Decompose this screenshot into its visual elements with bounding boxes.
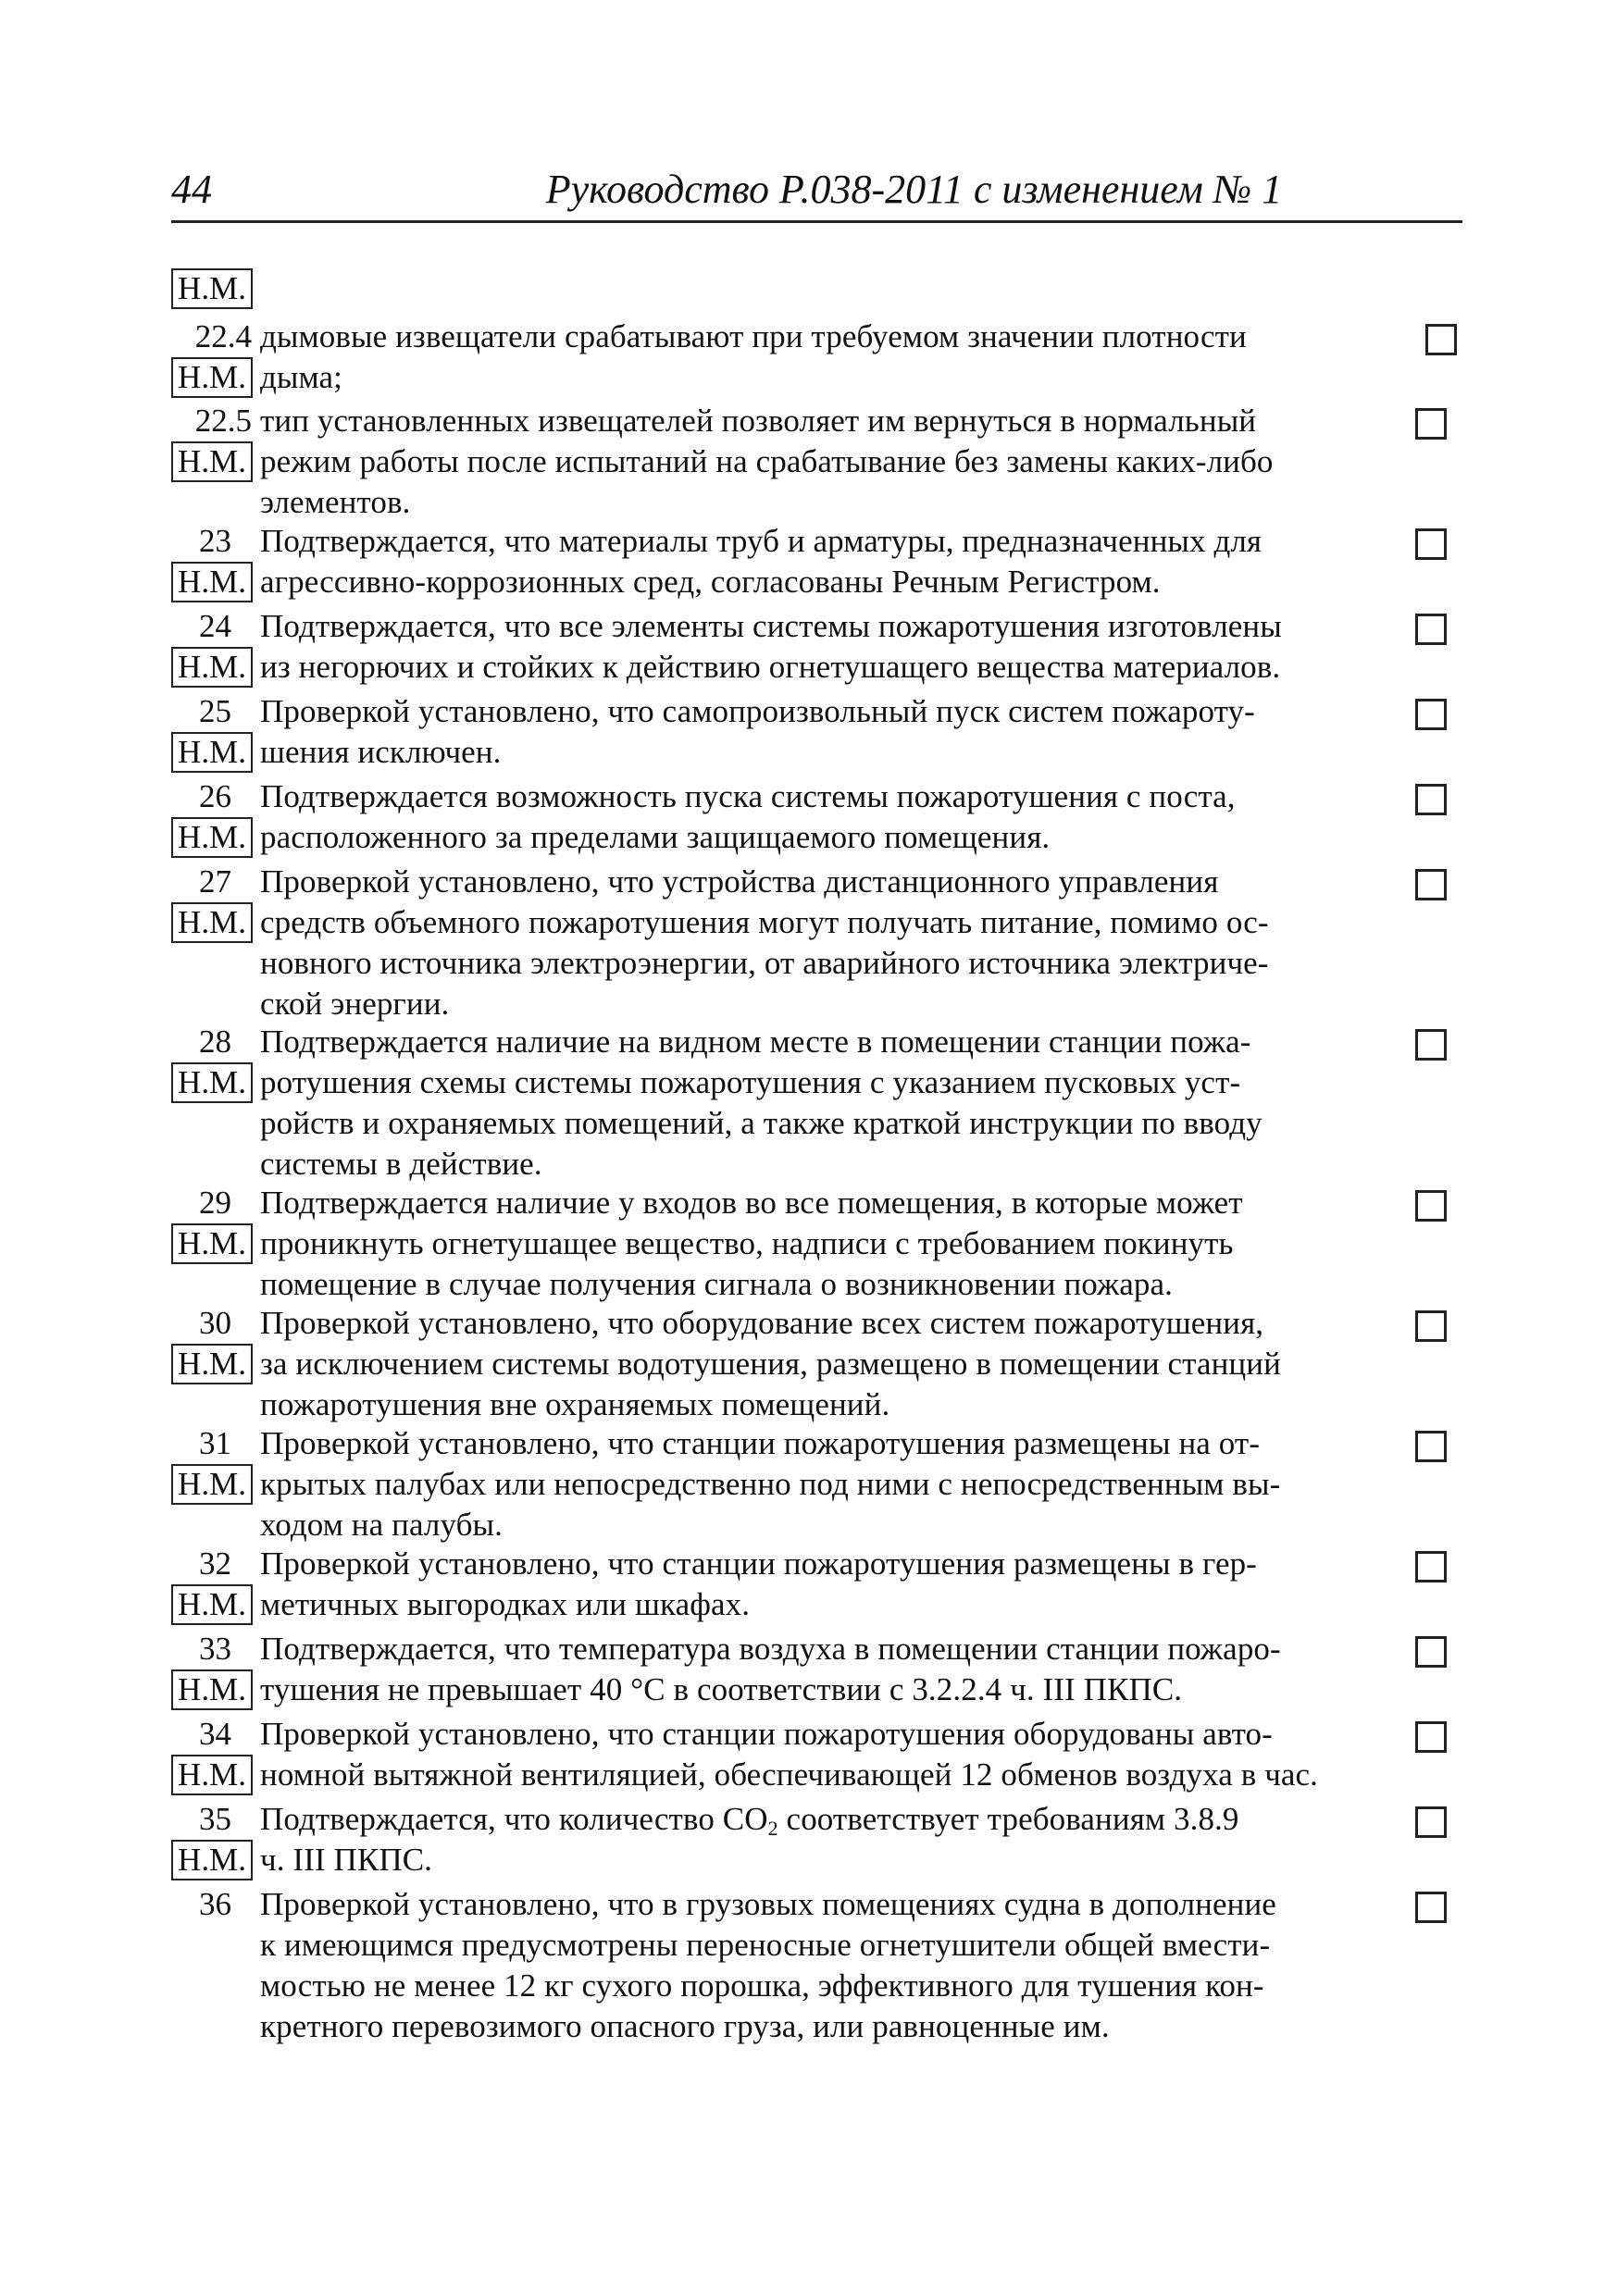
- item-text: ч. III ПКПС.: [260, 1842, 433, 1878]
- item-number: 25: [199, 693, 231, 729]
- item-text: из негорючих и стойких к действию огнетушащего вещества материалов.: [260, 649, 1281, 685]
- item-text: Подтверждается, что температура воздуха в помещении станции пожаро-: [260, 1631, 1281, 1667]
- item-number: 24: [199, 608, 231, 644]
- nm-marker: Н.М.: [171, 1840, 253, 1880]
- item-text: средств объемного пожаротушения могут получать питание, помимо ос-: [260, 904, 1269, 940]
- item-text: дымовые извещатели срабатывают при требуемом значении плотности: [260, 318, 1247, 354]
- item-text: Подтверждается, что материалы труб и арматуры, предназначенных для: [260, 523, 1263, 559]
- page-number: 44: [171, 167, 212, 212]
- item-text: Проверкой установлено, что в грузовых помещениях судна в дополнение: [260, 1886, 1276, 1922]
- item-number: 33: [199, 1631, 231, 1667]
- nm-marker: Н.М.: [171, 647, 253, 688]
- item-text: Подтверждается наличие у входов во все помещения, в которые может: [260, 1185, 1243, 1221]
- nm-marker: Н.М.: [171, 1669, 253, 1710]
- item-text: кретного перевозимого опасного груза, или равноценные им.: [260, 2008, 1110, 2044]
- item-text: Проверкой установлено, что устройства дистанционного управления: [260, 863, 1219, 900]
- item-number: 35: [199, 1801, 231, 1837]
- item-text: Подтверждается возможность пуска системы пожаротушения с поста,: [260, 778, 1236, 814]
- checkbox[interactable]: [1415, 1190, 1447, 1222]
- item-text: Проверкой установлено, что оборудование всех систем пожаротушения,: [260, 1305, 1264, 1341]
- checkbox[interactable]: [1415, 614, 1447, 645]
- item-text: Подтверждается, что количество $СО_2$ соответствует требованиям 3.8.9: [260, 1801, 1239, 1840]
- checkbox[interactable]: [1415, 528, 1447, 560]
- item-number: 28: [199, 1024, 231, 1060]
- item-text: агрессивно-коррозионных сред, согласованы Речным Регистром.: [260, 564, 1161, 600]
- item-text: ротушения схемы системы пожаротушения с указанием пусковых уст-: [260, 1064, 1241, 1100]
- item-text: помещение в случае получения сигнала о возникновении пожара.: [260, 1266, 1174, 1302]
- nm-marker: Н.М.: [171, 441, 253, 482]
- item-text: пожаротушения вне охраняемых помещений.: [260, 1386, 890, 1422]
- checkbox[interactable]: [1415, 1806, 1447, 1838]
- item-text: системы в действие.: [260, 1146, 542, 1182]
- item-number: 23: [199, 523, 231, 559]
- checkbox[interactable]: [1415, 1029, 1447, 1061]
- item-number: 32: [199, 1545, 231, 1582]
- checkbox[interactable]: [1415, 1721, 1447, 1753]
- item-text: к имеющимся предусмотрены переносные огнетушители общей вмести-: [260, 1927, 1271, 1963]
- item-number: 34: [199, 1716, 231, 1752]
- item-number: 22.5: [194, 403, 252, 439]
- item-text: шения исключен.: [260, 734, 502, 770]
- item-number: 26: [199, 778, 231, 814]
- item-text: дыма;: [260, 359, 342, 395]
- checkbox[interactable]: [1415, 1636, 1447, 1668]
- item-text: за исключением системы водотушения, размещено в помещении станций: [260, 1346, 1281, 1382]
- item-text: Проверкой установлено, что станции пожаротушения размещены в гер-: [260, 1545, 1257, 1582]
- nm-marker: Н.М.: [171, 902, 253, 943]
- item-number: 29: [199, 1185, 231, 1221]
- nm-marker: Н.М.: [171, 1464, 253, 1505]
- nm-marker: Н.М.: [171, 1223, 253, 1264]
- item-text: метичных выгородках или шкафах.: [260, 1586, 751, 1622]
- checkbox[interactable]: [1415, 1551, 1447, 1582]
- item-number: 36: [199, 1886, 231, 1922]
- nm-marker: Н.М.: [171, 357, 253, 398]
- nm-marker: Н.М.: [171, 562, 253, 602]
- item-text: крытых палубах или непосредственно под ними с непосредственным вы-: [260, 1466, 1281, 1502]
- checkbox[interactable]: [1415, 408, 1447, 440]
- item-number: 22.4: [194, 318, 252, 354]
- nm-marker: Н.М.: [171, 1062, 253, 1103]
- checkbox[interactable]: [1415, 699, 1447, 730]
- checkbox[interactable]: [1415, 784, 1447, 815]
- nm-marker: Н.М.: [171, 817, 253, 858]
- item-number: 31: [199, 1425, 231, 1461]
- item-text: режим работы после испытаний на срабатывание без замены каких-либо: [260, 443, 1274, 479]
- item-number: 30: [199, 1305, 231, 1341]
- checkbox[interactable]: [1415, 1892, 1447, 1923]
- item-text: ской энергии.: [260, 986, 450, 1022]
- nm-marker: Н.М.: [171, 1344, 253, 1384]
- nm-marker: Н.М.: [171, 1584, 253, 1625]
- document-title: Руководство Р.038-2011 с изменением № 1: [545, 167, 1283, 212]
- nm-marker: Н.М.: [171, 268, 253, 309]
- item-text: ройств и охраняемых помещений, а также краткой инструкции по вводу: [260, 1105, 1263, 1141]
- nm-marker: Н.М.: [171, 732, 253, 773]
- item-text: Проверкой установлено, что самопроизвольный пуск систем пожароту-: [260, 693, 1255, 729]
- item-text: тушения не превышает 40 °С в соответствии с 3.2.2.4 ч. III ПКПС.: [260, 1671, 1183, 1707]
- checkbox[interactable]: [1415, 1310, 1447, 1342]
- item-text: проникнуть огнетушащее вещество, надписи с требованием покинуть: [260, 1225, 1234, 1261]
- item-text: номной вытяжной вентиляцией, обеспечивающей 12 обменов воздуха в час.: [260, 1756, 1319, 1793]
- item-text: расположенного за пределами защищаемого помещения.: [260, 819, 1051, 855]
- checkbox[interactable]: [1425, 324, 1457, 355]
- nm-marker: Н.М.: [171, 1755, 253, 1795]
- checkbox[interactable]: [1415, 1431, 1447, 1462]
- item-text: Проверкой установлено, что станции пожаротушения оборудованы авто-: [260, 1716, 1273, 1752]
- item-text: Подтверждается, что все элементы системы пожаротушения изготовлены: [260, 608, 1282, 644]
- item-number: 27: [199, 863, 231, 900]
- item-text: Подтверждается наличие на видном месте в помещении станции пожа-: [260, 1024, 1251, 1060]
- page-header: [171, 167, 1462, 223]
- item-text: мостью не менее 12 кг сухого порошка, эффективного для тушения кон-: [260, 1967, 1264, 2004]
- item-text: элементов.: [260, 484, 411, 520]
- item-text: Проверкой установлено, что станции пожаротушения размещены на от-: [260, 1425, 1261, 1461]
- item-text: новного источника электроэнергии, от аварийного источника электриче-: [260, 945, 1269, 981]
- item-text: тип установленных извещателей позволяет им вернуться в нормальный: [260, 403, 1257, 439]
- checkbox[interactable]: [1415, 869, 1447, 900]
- item-text: ходом на палубы.: [260, 1507, 503, 1543]
